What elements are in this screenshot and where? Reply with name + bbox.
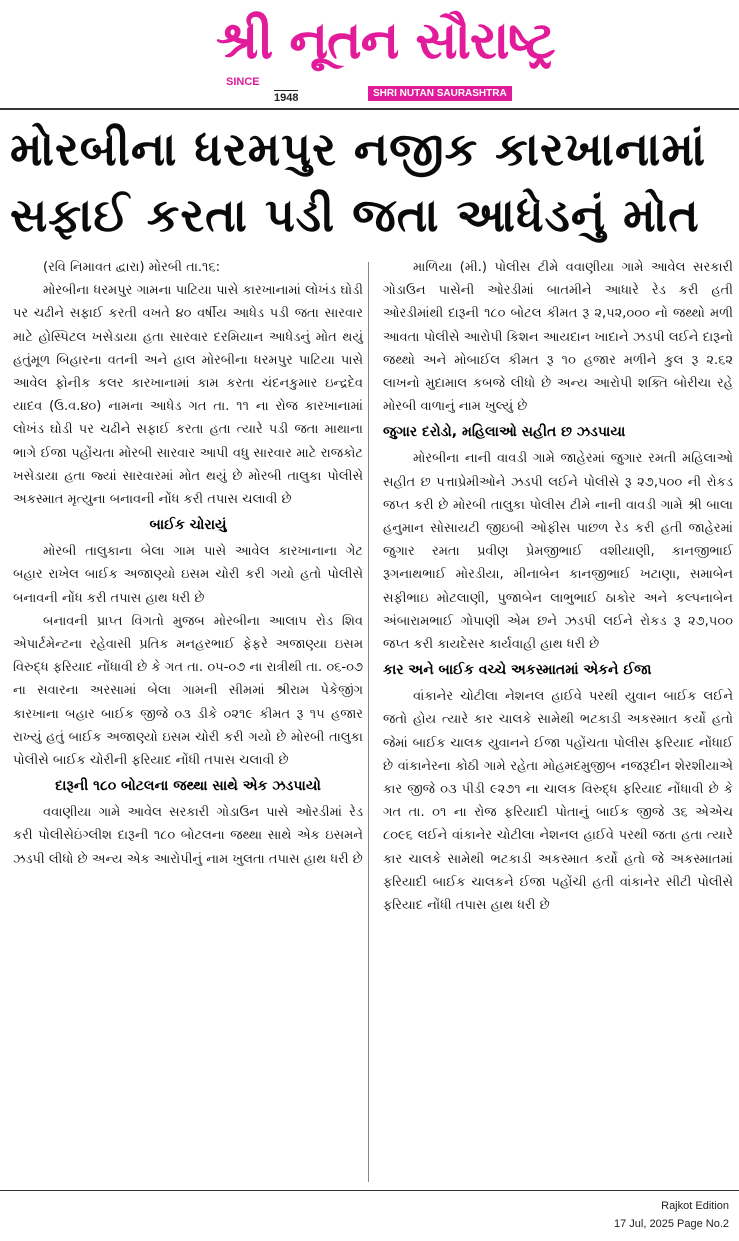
article-paragraph: મોરબીના ધરમપુર ગામના પાટિયા પાસે કારખાનામાં લોખંડ ઘોડી પર ચઢીને સફાઈ કરતી વખતે ૪૦ વર્ષીય આધેડ પડી જતા સારવાર માટે હોસ્પિટલ ખસેડાયા હતા સારવાર દરમિયાન આધેડનું મોત થયું હતુંમૂળ બિહારના વતની અને હાલ મોરબીના ધરમપુર પાટિયા પાસે આવેલ ફોનીક કલર કારખાનામાં કામ કરતા ચંદનકુમાર ઇન્દ્રદેવ યાદવ (ઉ.વ.૪૦) નામના આધેડ ગત તા. ૧૧ ના રોજ કારખાનામાં લોખંડ ઘોડી પર ચઢીને સફાઈ કરતા હતા ત્યારે પડી જતા માથાના ભાગે ઈજા પહોંચતા મોરબી સારવાર આપી વધુ સારવાર માટે રાજકોટ ખસેડાયા હતા જ્યાં સારવારમાં મોત થયું છે મોરબી તાલુકા પોલીસે અકસ્માત મૃત્યુના બનાવની નોંધ કરી તપાસ ચલાવી છે: [13, 283, 363, 508]
newspaper-logo: [160, 10, 590, 102]
article-paragraph: વાંકાનેર ચોટીલા નેશનલ હાઈવે પરથી યુવાન બાઈક લઈને જતો હોય ત્યારે કાર ચાલકે સામેથી ભટકાડી અકસ્માત કર્યો હતો જેમાં બાઈક ચાલક યુવાનને ઈજા પહોંચતા પોલીસ ફરિયાદ નોંધાઈ છે વાંકાનેરના કોઠી ગામે રહેતા મોહમદમુજીબ નજરૂદીન શેરશીયાએ કાર જીજે ૦૩ પીડી ૯૨૭૧ ના ચાલક વિરુદ્ધ ફરિયાદ નોંધાવી છે કે ગત તા. ૦૧ ના રોજ ફરિયાદી પોતાનું બાઈક જીજે ૩૬ એએચ ૮૦૯૬ લઈને વાંકાનેર ચોટીલા નેશનલ હાઈવે પરથી જતા હતા ત્યારે કાર ચાલકે સામેથી ભટકાડી અકસ્માત કર્યો હતો જે અકસ્માતમાં ફરિયાદી બાઈક ચાલકને ઈજા પહોંચી હતી વાંકાનેર સીટી પોલીસે ફરિયાદ નોંધી તપાસ હાથ ધરી છે: [383, 689, 733, 914]
headline-line-1: મોરબીના ધરમપુર નજીક કારખાનામાં: [10, 122, 707, 176]
masthead: [0, 0, 739, 108]
right-column: [383, 256, 733, 917]
edition-name: Rajkot Edition: [661, 1200, 729, 1212]
subheading-gambling-raid: જુગાર દરોડો, મહિલાઓ સહીત છ ઝડપાયા: [383, 424, 626, 441]
article-paragraph: મોરબીના નાની વાવડી ગામે જાહેરમાં જુગાર રમતી મહિલાઓ સહીત છ પત્તાપ્રેમીઓને ઝડપી લઈને પોલીસે રૂ ૨૭,૫૦૦ ની રોકડ જપ્ત કરી છે મોરબી તાલુકા પોલીસ ટીમે નાની વાવડી ગામે શ્રી બાલા હનુમાન સોસાયટી જીઇબી ઓફીસ પાછળ રેડ કરી હતી જાહેરમાં જુગાર રમતા પ્રવીણ પ્રેમજીભાઈ વશીયાણી, કાનજીભાઈ રૂગનાથભાઈ મોરડીયા, મીનાબેન કાનજીભાઈ ખટાણા, સમાબેન સફીભાઇ મોટલાણી, પુજાબેન લાભુભાઈ ઠાકોર અને કલ્પનાબેન અંબારામભાઈ ગોપાણી એમ છને ઝડપી લઈને રોકડ રૂ ૨૭,૫૦૦ જપ્ત કરી કાયદેસર કાર્યવાહી હાથ ધરી છે: [383, 451, 733, 653]
byline: (રવિ નિમાવત દ્વારા) મોરબી તા.૧૬:: [43, 260, 221, 275]
column-divider: [368, 262, 369, 1182]
edition-date-page: 17 Jul, 2025 Page No.2: [614, 1218, 729, 1230]
headline-line-2: સફાઈ કરતા પડી જતા આધેડનું મોત: [10, 188, 700, 242]
logo-subtitle: SHRI NUTAN SAURASHTRA: [368, 86, 512, 101]
article-headline: [10, 116, 730, 248]
edition-info: [614, 1197, 729, 1233]
footer-divider: [0, 1190, 739, 1191]
article-paragraph: માળિયા (મી.) પોલીસ ટીમે વવાણીયા ગામે આવેલ સરકારી ગોડાઉન પાસેની ઓરડીમાં બાતમીને આધારે રેડ કરી હતી ઓરડીમાંથી દારૂની ૧૮૦ બોટલ કીમત રૂ ૨,૫૨,૦૦૦ નો જથ્થો મળી આવતા પોલીસે આરોપી કિશન આયદાન ખાદાને ઝડપી લઈને દારૂનો જથ્થો અને મોબાઈલ કીમત રૂ ૧૦ હજાર મળીને કુલ રૂ ૨.૬૨ લાખનો મુદામાલ કબજે લીધો છે અન્ય આરોપી શક્તિ બોરીચા રહે મોરબી વાળાનું નામ ખુલ્યું છે: [383, 260, 733, 415]
logo-since: SINCE: [226, 76, 260, 88]
left-column: [13, 256, 363, 871]
subheading-bike-theft: બાઈક ચોરાયું: [149, 517, 227, 534]
logo-title: શ્રી નૂતન સૌરાષ્ટ્ર: [216, 11, 555, 71]
article-paragraph: મોરબી તાલુકાના બેલા ગામ પાસે આવેલ કારખાનાના ગેટ બહાર રાખેલ બાઈક અજાણ્યો ઇસમ ચોરી કરી ગયો હતો પોલીસે બનાવની નોંધ કરી તપાસ હાથ ધરી છે: [13, 544, 363, 606]
article-paragraph: વવાણીયા ગામે આવેલ સરકારી ગોડાઉન પાસે ઓરડીમાં રેડ કરી પોલીસેઇંગ્લીશ દારૂની ૧૮૦ બોટલના જથ્થા સાથે એક ઇસમને ઝડપી લીધો છે અન્ય એક આરોપીનું નામ ખુલતા તપાસ હાથ ધરી છે: [13, 805, 363, 867]
article-paragraph: બનાવની પ્રાપ્ત વિગતો મુજબ મોરબીના આલાપ રોડ શિવ એપાર્ટમેન્ટના રહેવાસી પ્રતિક મનહરભાઈ ફેફરે અજાણ્યા ઇસમ વિરુદ્ધ ફરિયાદ નોંધાવી છે કે ગત તા. ૦૫-૦૭ ના રાત્રીથી તા. ૦૬-૦૭ ના સવારના અરસામાં બેલા ગામની સીમમાં શ્રીરામ પેકેજીંગ કારખાના બહાર બાઈક જીજે ૦૩ ડીકે ૦૨૧૯ કીમત રૂ ૧૫ હજાર રાખ્યું હતું બાઈક અજાણ્યો ઇસમ ચોરી કરી ગયો છે મોરબી તાલુકા પોલીસે બાઈક ચોરીની ફરિયાદ નોંધી તપાસ ચલાવી છે: [13, 613, 363, 769]
masthead-divider: [0, 108, 739, 110]
logo-year: 1948: [274, 92, 299, 104]
subheading-liquor-seizure: દારૂની ૧૮૦ બોટલના જથ્થા સાથે એક ઝડપાયો: [55, 778, 321, 795]
subheading-accident: કાર અને બાઈક વચ્ચે અકસ્માતમાં એકને ઈજા: [383, 662, 652, 679]
